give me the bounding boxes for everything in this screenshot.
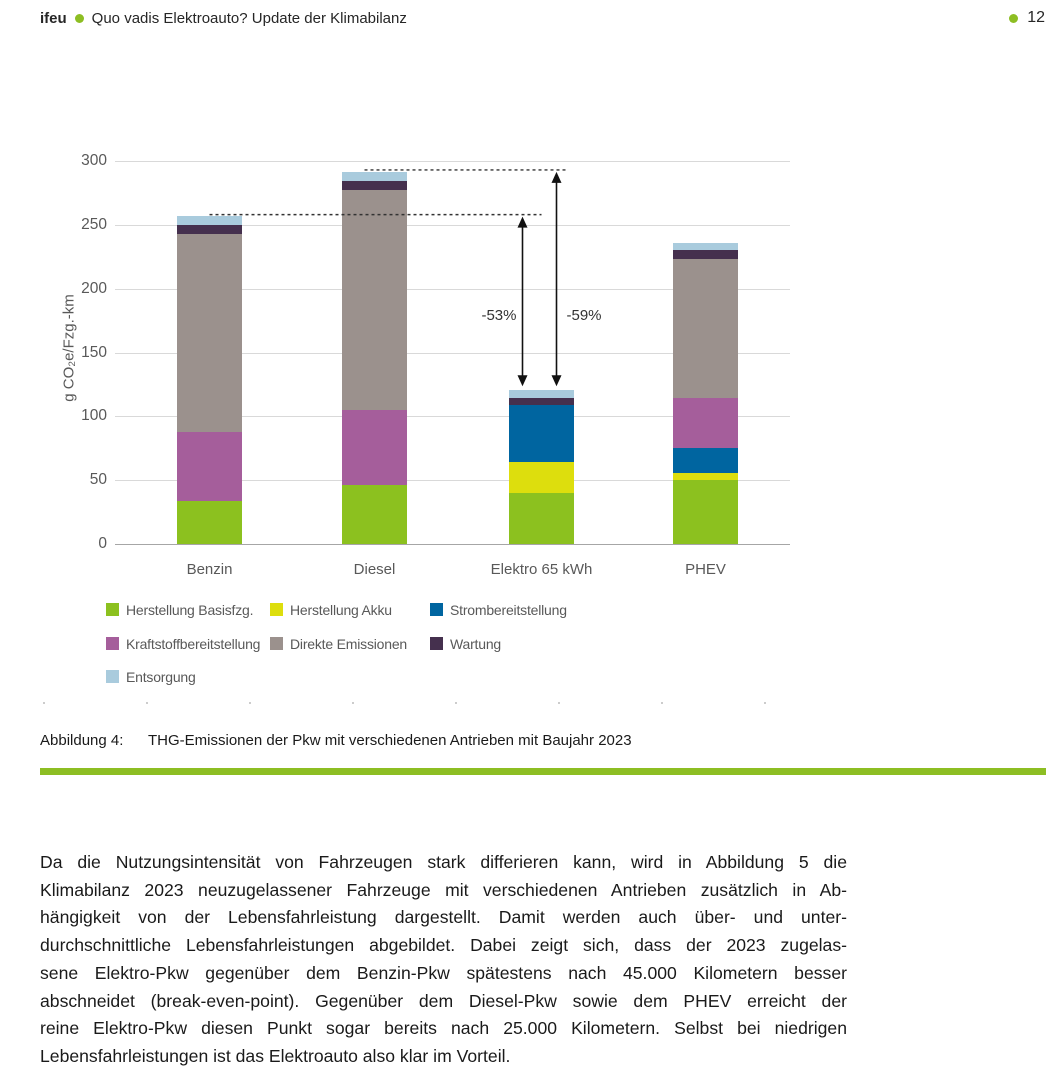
x-category-label: Elektro 65 kWh — [490, 561, 593, 578]
legend-item — [106, 668, 196, 686]
body-line: hängigkeit von der Lebensfahrleistung dargestellt. Damit werden auch über- und unter- — [40, 907, 847, 928]
bar-segment — [673, 243, 738, 251]
bar-segment — [509, 462, 574, 493]
bar-segment — [342, 190, 407, 410]
body-line: reine Elektro-Pkw diesen Punkt sogar bereits nach 25.000 Kilometern. Selbst bei niedrigen — [40, 1018, 847, 1039]
gridline — [115, 544, 790, 545]
bar-segment — [342, 172, 407, 181]
bar-segment — [177, 501, 242, 544]
x-category-label: Diesel — [353, 561, 396, 578]
body-line: durchschnittliche Lebensfahrleistungen abgebildet. Dabei zeigt sich, dass der 2023 zugelas- — [40, 935, 847, 956]
legend-label: Kraftstoffbereitstellung — [126, 636, 261, 652]
bar-segment — [177, 234, 242, 432]
y-tick-label: 150 — [81, 343, 107, 361]
figure-caption-text: THG-Emissionen der Pkw mit verschiedenen Antrieben mit Baujahr 2023 — [148, 732, 632, 749]
legend-item — [430, 601, 567, 619]
legend-swatch — [270, 603, 283, 616]
bar-segment — [673, 398, 738, 448]
bar-segment — [673, 448, 738, 472]
legend-swatch — [106, 603, 119, 616]
legend-item — [430, 635, 501, 653]
legend-label: Wartung — [450, 636, 501, 652]
x-category-label: PHEV — [685, 561, 726, 578]
bar-segment — [509, 390, 574, 399]
page-number: 12 — [1027, 9, 1045, 26]
y-tick-label: 0 — [98, 535, 107, 552]
bar-segment — [673, 480, 738, 544]
y-tick-label: 50 — [89, 471, 107, 489]
legend-label: Entsorgung — [126, 669, 196, 685]
legend-swatch — [430, 603, 443, 616]
legend-label: Herstellung Akku — [290, 602, 392, 618]
bar-segment — [177, 216, 242, 225]
legend-item — [106, 635, 260, 653]
bar-segment — [509, 493, 574, 544]
annotation-label: -59% — [566, 307, 602, 324]
y-tick-label: 100 — [81, 407, 107, 425]
bar-segment — [673, 250, 738, 259]
brand-logo-text: ifeu — [40, 10, 67, 27]
x-category-label: Benzin — [186, 561, 233, 578]
legend-label: Herstellung Basisfzg. — [126, 602, 254, 618]
figure-caption — [40, 732, 632, 749]
annotation-label: -53% — [481, 307, 517, 324]
legend-item — [270, 635, 407, 653]
legend-item — [270, 601, 392, 619]
y-tick-label: 200 — [81, 279, 107, 297]
section-divider — [40, 768, 1046, 775]
y-axis-title: g CO₂e/Fzg.-km — [60, 294, 78, 402]
legend-swatch — [106, 637, 119, 650]
y-tick-label: 250 — [81, 215, 107, 233]
gridline — [115, 161, 790, 162]
body-paragraph — [40, 849, 847, 1071]
bar-segment — [342, 410, 407, 485]
bar-segment — [342, 485, 407, 544]
bar-segment — [177, 432, 242, 501]
legend-label: Direkte Emissionen — [290, 636, 407, 652]
bar-segment — [342, 181, 407, 190]
body-line: Klimabilanz 2023 neuzugelassener Fahrzeuge mit verschiedenen Antrieben zusätzlich in Ab- — [40, 879, 847, 900]
running-title: Quo vadis Elektroauto? Update der Klimabilanz — [91, 10, 407, 27]
bar-segment — [673, 473, 738, 481]
legend-swatch — [270, 637, 283, 650]
body-line: abschneidet (break-even-point). Gegenüber dem Diesel-Pkw sowie dem PHEV erreicht der — [40, 990, 847, 1011]
figure-caption-label: Abbildung 4: — [40, 732, 124, 749]
legend-item — [106, 601, 253, 619]
y-tick-label: 300 — [81, 152, 107, 169]
body-line: sene Elektro-Pkw gegenüber dem Benzin-Pkw spätestens nach 45.000 Kilometern besser — [40, 962, 847, 983]
body-line: Da die Nutzungsintensität von Fahrzeugen stark differieren kann, wird in Abbildung 5 die — [40, 852, 847, 872]
figure-bottom-tick-marks — [43, 702, 791, 704]
bar-segment — [177, 225, 242, 234]
legend-swatch — [106, 670, 119, 683]
bar-segment — [509, 398, 574, 404]
legend-swatch — [430, 637, 443, 650]
bar-segment — [509, 405, 574, 462]
legend-label: Strombereitstellung — [450, 602, 567, 618]
body-line: Lebensfahrleistungen ist das Elektroauto also klar im Vorteil. — [40, 1045, 511, 1066]
bar-segment — [673, 259, 738, 398]
